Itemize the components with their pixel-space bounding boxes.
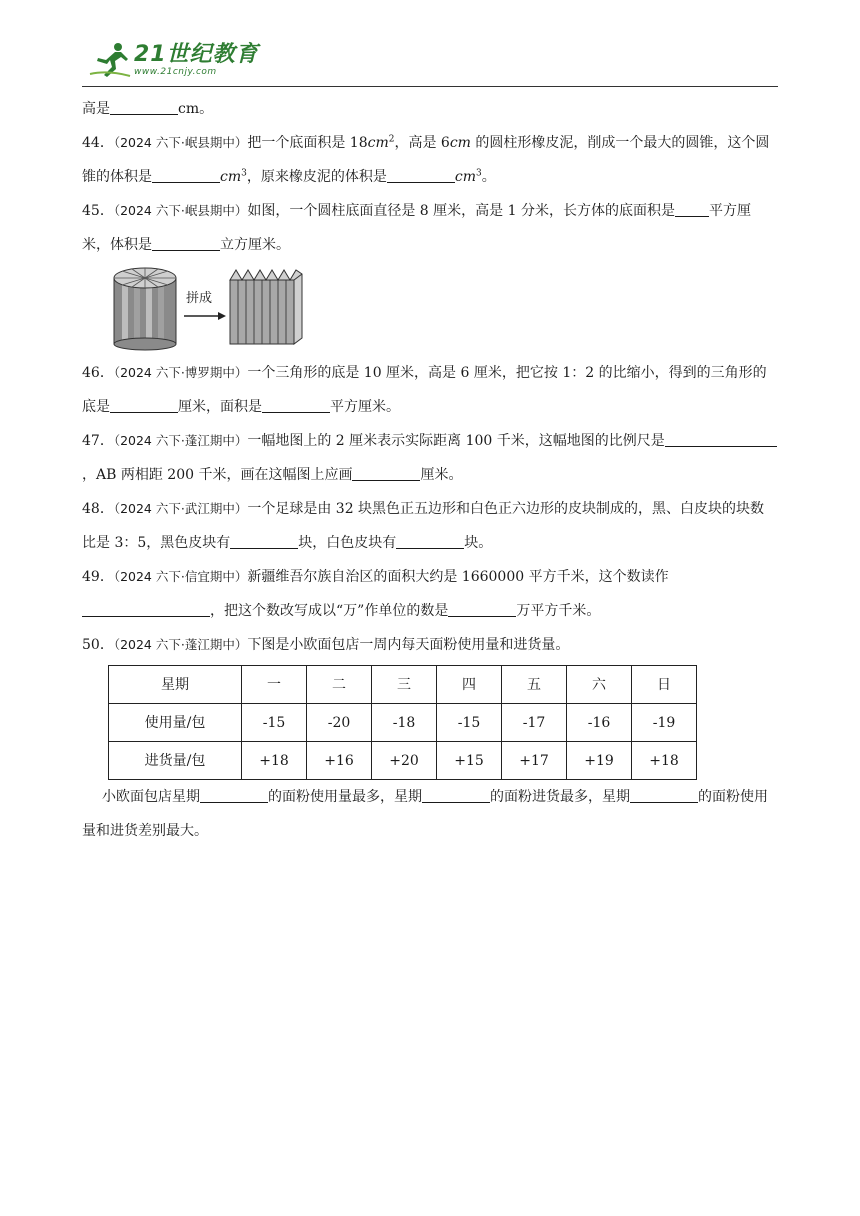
table-cell: -18 bbox=[372, 704, 437, 742]
table-header-cell: 五 bbox=[502, 666, 567, 704]
table-cell: -17 bbox=[502, 704, 567, 742]
logo-url: www.21cnjy.com bbox=[134, 67, 217, 77]
answer-blank[interactable] bbox=[396, 532, 464, 549]
answer-blank[interactable] bbox=[448, 600, 516, 617]
answer-blank[interactable] bbox=[675, 200, 709, 217]
answer-blank[interactable] bbox=[152, 234, 220, 251]
answer-blank[interactable] bbox=[110, 98, 178, 115]
question-46: 46．（2024 六下·博罗期中）一个三角形的底是 10 厘米，高是 6 厘米，把它按 1：2 的比缩小，得到的三角形的底是 厘米，面积是 平方厘米。 bbox=[82, 365, 767, 415]
question-source: （2024 六下·岷县期中） bbox=[113, 203, 248, 218]
question-source: （2024 六下·信宜期中） bbox=[113, 569, 248, 584]
question-list bbox=[82, 92, 778, 848]
answer-blank[interactable] bbox=[152, 166, 220, 183]
table-header-cell: 六 bbox=[567, 666, 632, 704]
table-cell: +19 bbox=[567, 742, 632, 780]
answer-blank[interactable] bbox=[630, 786, 698, 803]
question-47: 47．（2024 六下·蓬江期中）一幅地图上的 2 厘米表示实际距离 100 千米，这幅地图的比例尺是，AB 两相距 200 千米，画在这幅图上应画 厘米。 bbox=[82, 424, 778, 492]
table-cell: -16 bbox=[567, 704, 632, 742]
answer-blank[interactable] bbox=[82, 600, 210, 617]
table-cell: +18 bbox=[632, 742, 697, 780]
runner-logo-icon bbox=[88, 40, 132, 80]
table-header-cell: 星期 bbox=[109, 666, 242, 704]
question-source: （2024 六下·蓬江期中） bbox=[113, 637, 248, 652]
question-source: （2024 六下·岷县期中） bbox=[113, 135, 248, 150]
answer-blank[interactable] bbox=[387, 166, 455, 183]
question-49: 49．（2024 六下·信宜期中）新疆维吾尔族自治区的面积大约是 1660000 平方千米，这个数读作，把这个数改写成以“万”作单位的数是 万平方千米。 bbox=[82, 569, 669, 619]
question-43-tail: 高是 cm。 bbox=[82, 92, 778, 126]
question-45: 45．（2024 六下·岷县期中）如图，一个圆柱底面直径是 8 厘米，高是 1 分米，长方体的底面积是 平方厘米，体积是 立方厘米。 bbox=[82, 194, 778, 262]
logo bbox=[88, 38, 259, 82]
question-source: （2024 六下·博罗期中） bbox=[113, 365, 248, 380]
answer-blank[interactable] bbox=[665, 430, 777, 447]
table-cell: +15 bbox=[437, 742, 502, 780]
logo-title: 21世纪教育 bbox=[134, 42, 259, 67]
table-cell: -15 bbox=[242, 704, 307, 742]
answer-blank[interactable] bbox=[352, 464, 420, 481]
figure-label: 拼成 bbox=[186, 291, 213, 306]
cylinder-to-cuboid-figure bbox=[112, 264, 778, 352]
table-cell: +20 bbox=[372, 742, 437, 780]
cylinder-to-cuboid-diagram bbox=[112, 264, 312, 352]
table-header-cell: 三 bbox=[372, 666, 437, 704]
table-header-row bbox=[109, 666, 697, 704]
table-cell: -20 bbox=[307, 704, 372, 742]
answer-blank[interactable] bbox=[200, 786, 268, 803]
table-header-cell: 二 bbox=[307, 666, 372, 704]
table-row-label: 使用量/包 bbox=[109, 704, 242, 742]
right-arrow-icon bbox=[184, 312, 226, 320]
answer-blank[interactable] bbox=[422, 786, 490, 803]
cuboid-icon bbox=[230, 270, 302, 344]
table-header-cell: 四 bbox=[437, 666, 502, 704]
table-cell: -19 bbox=[632, 704, 697, 742]
cylinder-icon bbox=[114, 268, 176, 350]
table-header-cell: 一 bbox=[242, 666, 307, 704]
answer-blank[interactable] bbox=[262, 396, 330, 413]
table-cell: +16 bbox=[307, 742, 372, 780]
table-cell: +17 bbox=[502, 742, 567, 780]
table-row bbox=[109, 742, 697, 780]
question-source: （2024 六下·武江期中） bbox=[113, 501, 248, 516]
table-row-label: 进货量/包 bbox=[109, 742, 242, 780]
question-50: 50．（2024 六下·蓬江期中）下图是小欧面包店一周内每天面粉使用量和进货量。 bbox=[82, 637, 570, 653]
table-header-cell: 日 bbox=[632, 666, 697, 704]
question-50-blanks: 小欧面包店星期 的面粉使用量最多，星期 的面粉进货最多，星期 的面粉使用量和进货差别最大。 bbox=[82, 780, 778, 848]
table-row bbox=[109, 704, 697, 742]
answer-blank[interactable] bbox=[230, 532, 298, 549]
flour-usage-table bbox=[108, 665, 697, 780]
page-header bbox=[82, 34, 778, 87]
question-source: （2024 六下·蓬江期中） bbox=[113, 433, 248, 448]
answer-blank[interactable] bbox=[110, 396, 178, 413]
table-cell: -15 bbox=[437, 704, 502, 742]
table-cell: +18 bbox=[242, 742, 307, 780]
question-48: 48．（2024 六下·武江期中）一个足球是由 32 块黑色正五边形和白色正六边形的皮块制成的，黑、白皮块的块数比是 3：5，黑色皮块有 块，白色皮块有 块。 bbox=[82, 501, 765, 551]
question-44: 44．（2024 六下·岷县期中）把一个底面积是 $18cm^2$，高是 6cm 的圆柱形橡皮泥，削成一个最大的圆锥，这个圆锥的体积是 $cm^3$，原来橡皮泥的体积是 $cm^3$。 bbox=[82, 134, 770, 185]
